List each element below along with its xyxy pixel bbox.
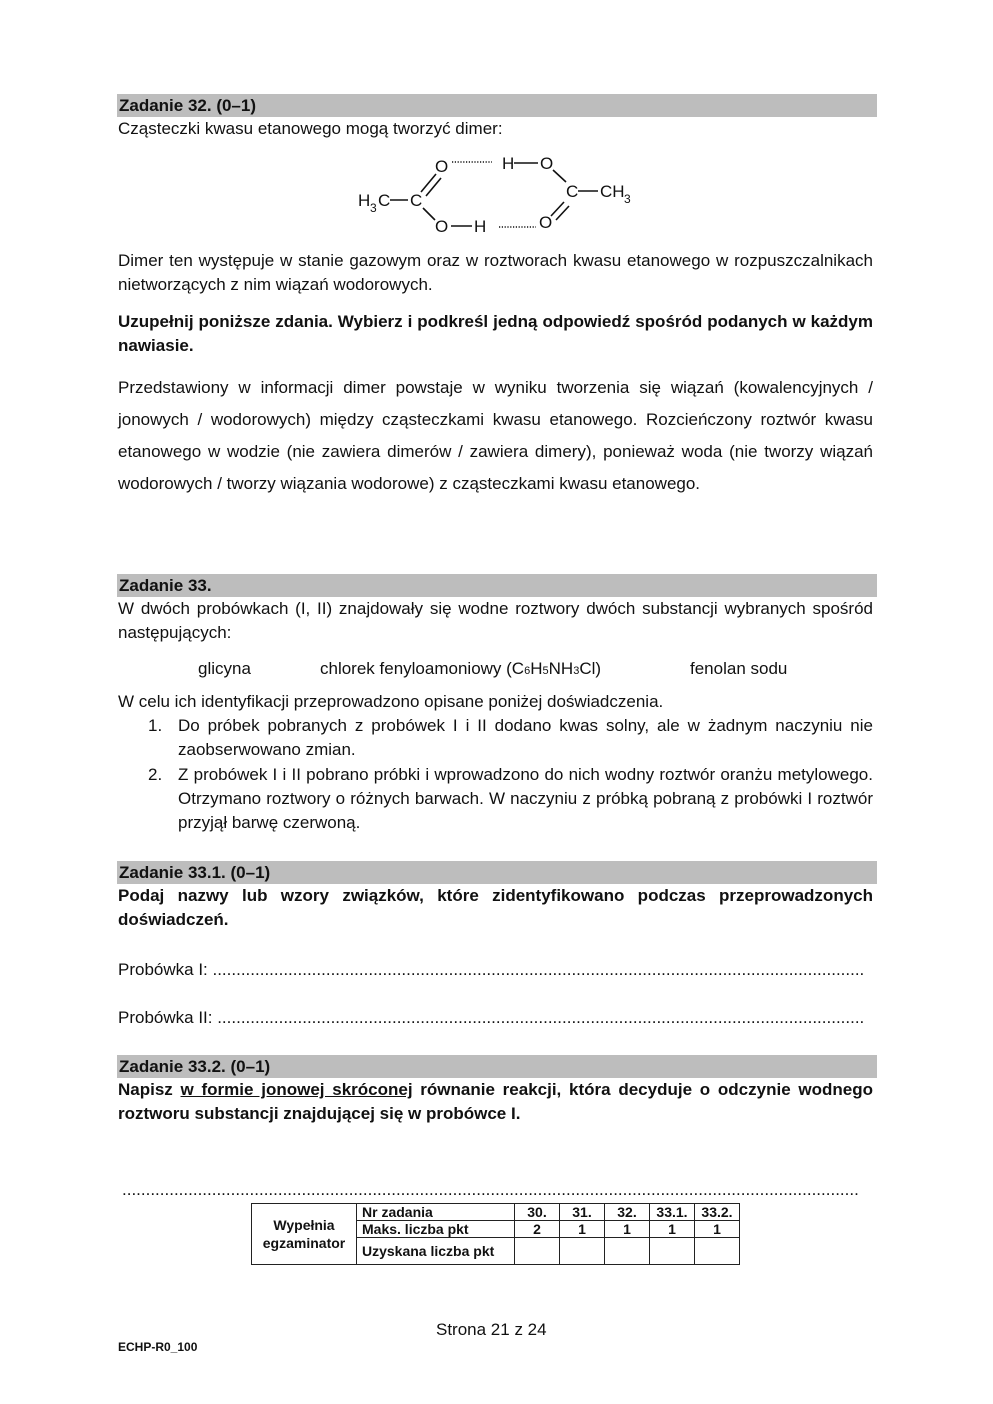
max-points-cell: 1 [650,1221,695,1238]
score-table-label: Wypełnia egzaminator [252,1204,357,1265]
task-32-command: Uzupełnij poniższe zdania. Wybierz i podkreśl jedną odpowiedź spośród podanych w każdym nawiasie. [118,312,873,355]
mol-ch3-sub: 3 [624,192,631,206]
mol-o-top-left: O [435,157,449,176]
task-33-2-command: Napisz w formie jonowej skróconej równanie reakcji, która decyduje o odczynie wodnego roztworu substancji znajdującej się w probówce I. [118,1080,873,1123]
score-row-max-label: Maks. liczba pkt [357,1221,515,1238]
task-32-intro: Cząsteczki kwasu etanowego mogą tworzyć dimer: [118,119,503,138]
answer-line-tube-2[interactable]: Probówka II: ......................................................................................................................................... [118,1008,865,1027]
page-number: Strona 21 z 24 [436,1320,547,1339]
obtained-points-cell[interactable] [695,1238,740,1265]
mol-o-top-right: O [540,154,554,173]
experiment-step-2: 2. Z probówek I i II pobrano próbki i wprowadzono do nich wodny roztwór oranżu metylowego. Otrzymano roztwory o różnych barwach. W naczyniu z próbką pobraną z probówki I roztwór przyjął barwę czerwoną. [148,765,873,832]
obtained-points-cell[interactable] [515,1238,560,1265]
mol-h3c-c: C [378,191,391,210]
task-33-lead: W celu ich identyfikacji przeprowadzono opisane poniżej doświadczenia. [118,692,664,711]
mol-h-bottom: H [474,217,487,236]
obtained-points-cell[interactable] [560,1238,605,1265]
mol-h3c-sub: 3 [370,201,377,215]
task-32-sentences: Przedstawiony w informacji dimer powstaje w wyniku tworzenia się wiązań (kowalencyjnych / jonowych / wodorowych) między cząsteczkami kwasu etanowego. Rozcieńczony roztwór kwasu etanowego w wodzie (nie zawiera dimerów / zawiera dimery), ponieważ woda (nie tworzy wiązań wodorowych / tworzy wiązania wodorowe) z cząsteczkami kwasu etanowego. [118,378,873,493]
max-points-cell: 1 [695,1221,740,1238]
task-33-header: Zadanie 33. [117,574,877,597]
mol-o-bottom-left: O [435,217,449,236]
max-points-cell: 1 [605,1221,650,1238]
acetic-acid-dimer-structure [340,150,660,242]
max-points-cell: 1 [560,1221,605,1238]
substance-sodium-phenolate: fenolan sodu [690,659,788,678]
score-row-task-label: Nr zadania [357,1204,515,1221]
answer-line-equation[interactable]: ............................................................................................................................................................ [122,1180,859,1199]
score-row-obtained-label: Uzyskana liczba pkt [357,1238,515,1265]
task-33-2-header: Zadanie 33.2. (0–1) [117,1055,877,1078]
task-number-cell: 31. [560,1204,605,1221]
mol-c-right: C [566,182,579,201]
task-32-info: Dimer ten występuje w stanie gazowym oraz w roztworach kwasu etanowego w rozpuszczalnikach nietworzących z nim wiązań wodorowych. [118,251,873,294]
mol-h-top: H [502,154,515,173]
task-33-1-command: Podaj nazwy lub wzory związków, które zidentyfikowano podczas przeprowadzonych doświadczeń. [118,886,873,929]
mol-c-left: C [410,191,423,210]
task-number-cell: 33.1. [650,1204,695,1221]
obtained-points-cell[interactable] [650,1238,695,1265]
mol-o-bottom-right: O [539,213,553,232]
task-33-intro: W dwóch probówkach (I, II) znajdowały się wodne roztwory dwóch substancji wybranych spośród następujących: [118,599,873,642]
exam-code: ECHP-R0_100 [118,1340,198,1354]
task-number-cell: 33.2. [695,1204,740,1221]
mol-h3c-h: H [358,191,371,210]
max-points-cell: 2 [515,1221,560,1238]
obtained-points-cell[interactable] [605,1238,650,1265]
answer-line-tube-1[interactable]: Probówka I: .......................................................................................................................................... [118,960,865,979]
score-table [251,1203,740,1265]
task-number-cell: 30. [515,1204,560,1221]
task-33-1-header: Zadanie 33.1. (0–1) [117,861,877,884]
substance-glycine: glicyna [198,659,251,678]
mol-ch3: CH [600,182,625,201]
experiment-step-1: 1. Do próbek pobranych z probówek I i II dodano kwas solny, ale w żadnym naczyniu nie zaobserwowano zmian. [148,716,873,759]
substance-phenylammonium-chloride: chlorek fenyloamoniowy (C6H5NH3Cl) [320,659,602,678]
task-number-cell: 32. [605,1204,650,1221]
task-32-header: Zadanie 32. (0–1) [117,94,877,117]
